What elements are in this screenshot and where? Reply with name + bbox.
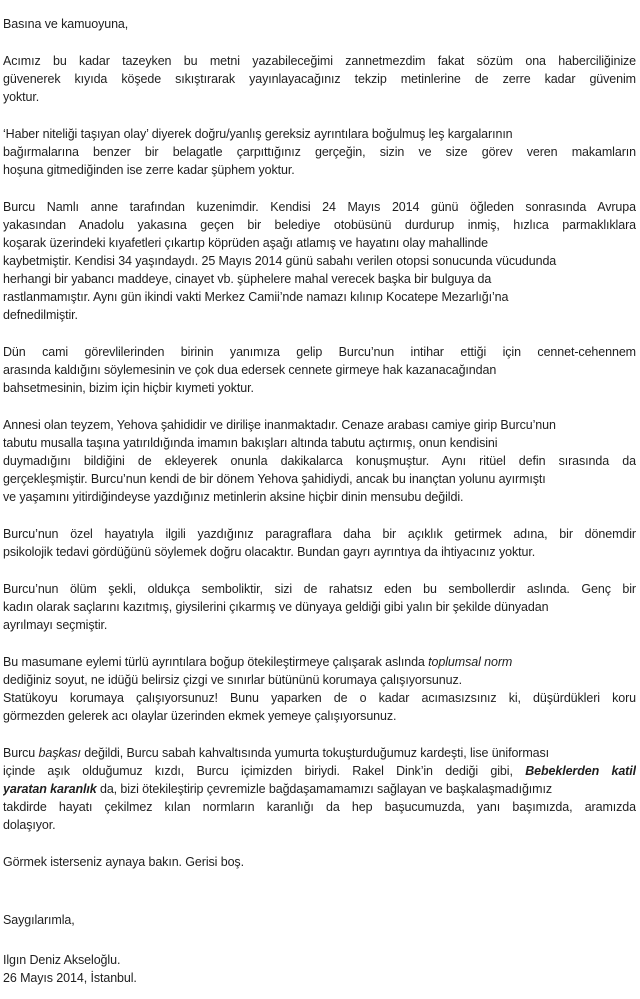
paragraph-line: Burcu’nun özel hayatıyla ilgili yazdığınız paragraflara daha bir açıklık getirmek adına, bir dönemdir — [3, 527, 636, 541]
paragraph-line: yoktur. — [3, 90, 40, 104]
paragraph — [3, 853, 636, 871]
paragraph-line: psikolojik tedavi gördüğünü söylemek doğru olacaktır. Bundan gayrı ayrıntıya da ihtiyacınız yoktur. — [3, 545, 536, 559]
paragraph-line: içinde aşık olduğumuz kızdı, Burcu içimizden biriydi. Rakel Dink’in dediği gibi, Bebeklerden katil — [3, 764, 636, 778]
paragraph-line: yaratan karanlık da, bizi ötekileştirip çevremizle bağdaşamamamızı sağlayan ve başkalaşmadığımız — [3, 782, 553, 796]
signature-date: 26 Mayıs 2014, İstanbul. — [3, 971, 137, 985]
paragraph-line: hoşuna gitmediğinden ise zerre kadar şüphem yoktur. — [3, 163, 295, 177]
paragraph-line: Bu masumane eylemi türlü ayrıntılara boğup ötekileştirmeye çalışarak aslında toplumsal norm — [3, 655, 513, 669]
paragraph-line: duymadığını bildiğini de ekleyerek onunla dakikalarca konuşmuştur. Aynı ritüel defin sırasında da — [3, 454, 636, 468]
paragraph-line: Görmek isterseniz aynaya bakın. Gerisi boş. — [3, 855, 244, 869]
paragraph-line: gerçekleşmiştir. Burcu’nun kendi de bir dönem Yehova şahidiydi, ancak bu inançtan yolunu ayırmıştı — [3, 472, 546, 486]
paragraph-line: kadın olarak saçlarını kazıtmış, giysilerini çıkarmış ve dünyaya geldiği gibi yalın bir şekilde dünyadan — [3, 600, 549, 614]
paragraph-line: güvenerek kıyıda köşede sıkıştırarak yayınlayacağınız tekzip metinlerine de zerre kadar güvenim — [3, 72, 636, 86]
paragraph — [3, 343, 636, 397]
paragraph-line: defnedilmiştir. — [3, 308, 78, 322]
paragraph-line: arasında kaldığını söylemesinin ve çok dua edersek cennete girmeye hak kazanacağından — [3, 363, 497, 377]
paragraph-line: Acımız bu kadar tazeyken bu metni yazabileceğimi zannetmezdim fakat sözüm ona haberciliğinize — [3, 54, 636, 68]
paragraph — [3, 416, 636, 506]
farewell: Saygılarımla, — [3, 913, 75, 927]
paragraph-line: bahsetmesinin, bizim için hiçbir kıymeti yoktur. — [3, 381, 254, 395]
emphasis-text: yaratan karanlık — [3, 782, 97, 796]
paragraph-line: Burcu başkası değildi, Burcu sabah kahvaltısında yumurta tokuşturduğumuz kardeşti, lise üniforması — [3, 746, 550, 760]
paragraph — [3, 198, 636, 324]
paragraph-line: ‘Haber niteliği taşıyan olay’ diyerek doğru/yanlış gereksiz ayrıntılara boğulmuş leş kargalarının — [3, 127, 513, 141]
emphasis-text: başkası — [38, 746, 81, 760]
paragraph-line: dediğiniz soyut, ne idüğü belirsiz çizgi ve sınırlar bütününü korumaya çalışıyorsunuz. — [3, 673, 463, 687]
paragraph-line: rastlanmamıştır. Aynı gün ikindi vakti Merkez Camii’nde namazı kılınıp Kocatepe Mezarlığı’na — [3, 290, 509, 304]
paragraph-line: yakasından Anadolu yakasına geçen bir belediye otobüsünü durdurup inmiş, hızlıca parmaklıklara — [3, 218, 636, 232]
signature-block — [3, 951, 636, 987]
paragraph-line: Burcu’nun ölüm şekli, oldukça semboliktir, sizi de rahatsız eden bu sembollerdir aslında. Genç bir — [3, 582, 636, 596]
paragraph-line: Dün cami görevlilerinden birinin yanımıza gelip Burcu’nun intihar ettiği için cennet-cehennem — [3, 345, 636, 359]
letter-body — [3, 52, 636, 871]
paragraph-line: herhangi bir yabancı maddeye, cinayet vb. şüphelere mahal verecek başka bir bulguya da — [3, 272, 492, 286]
paragraph-line: ayrılmayı seçmiştir. — [3, 618, 108, 632]
paragraph-line: Annesi olan teyzem, Yehova şahididir ve dirilişe inanmaktadır. Cenaze arabası camiye girip Burcu’nun — [3, 418, 556, 432]
paragraph — [3, 125, 636, 179]
emphasis-text: Bebeklerden katil — [525, 764, 636, 778]
paragraph-line: Statükoyu korumaya çalışıyorsunuz! Bunu yaparken de o kadar acımasızsınız ki, düşürdükleri koru — [3, 691, 636, 705]
paragraph-line: bağırmalarına benzer bir belagatle çarpıttığınız gerçeğin, sizin ve size görev veren makamların — [3, 145, 636, 159]
signature-name: Ilgın Deniz Akseloğlu. — [3, 953, 121, 967]
paragraph-line: koşarak üzerindeki kıyafetleri çıkartıp köprüden aşağı atlamış ve hayatını olay mahallinde — [3, 236, 489, 250]
paragraph — [3, 744, 636, 834]
paragraph — [3, 580, 636, 634]
emphasis-text: toplumsal norm — [428, 655, 513, 669]
paragraph-line: tabutu musalla taşına yatırıldığında imamın bakışları altında tabutu açtırmış, onun kendisini — [3, 436, 498, 450]
paragraph — [3, 52, 636, 106]
salutation: Basına ve kamuoyuna, — [3, 17, 129, 31]
paragraph-line: dolaşıyor. — [3, 818, 56, 832]
paragraph-line: kaybetmiştir. Kendisi 34 yaşındaydı. 25 Mayıs 2014 günü sabahı verilen otopsi sonucunda vücudunda — [3, 254, 557, 268]
paragraph-line: ve yaşamını yitirdiğindeyse yazdığınız metinlerin aksine hiçbir dinin mensubu değildi. — [3, 490, 464, 504]
paragraph — [3, 653, 636, 725]
paragraph-line: görmezden gelerek acı olaylar üzerinden ekmek yemeye çalışıyorsunuz. — [3, 709, 397, 723]
paragraph-line: takdirde hayatı çekilmez kılan normların karanlığı da hep başucumuzda, yanı başımızda, aramızda — [3, 800, 636, 814]
paragraph-line: Burcu Namlı anne tarafından kuzenimdir. Kendisi 24 Mayıs 2014 günü öğleden sonrasında Avrupa — [3, 200, 636, 214]
paragraph — [3, 525, 636, 561]
